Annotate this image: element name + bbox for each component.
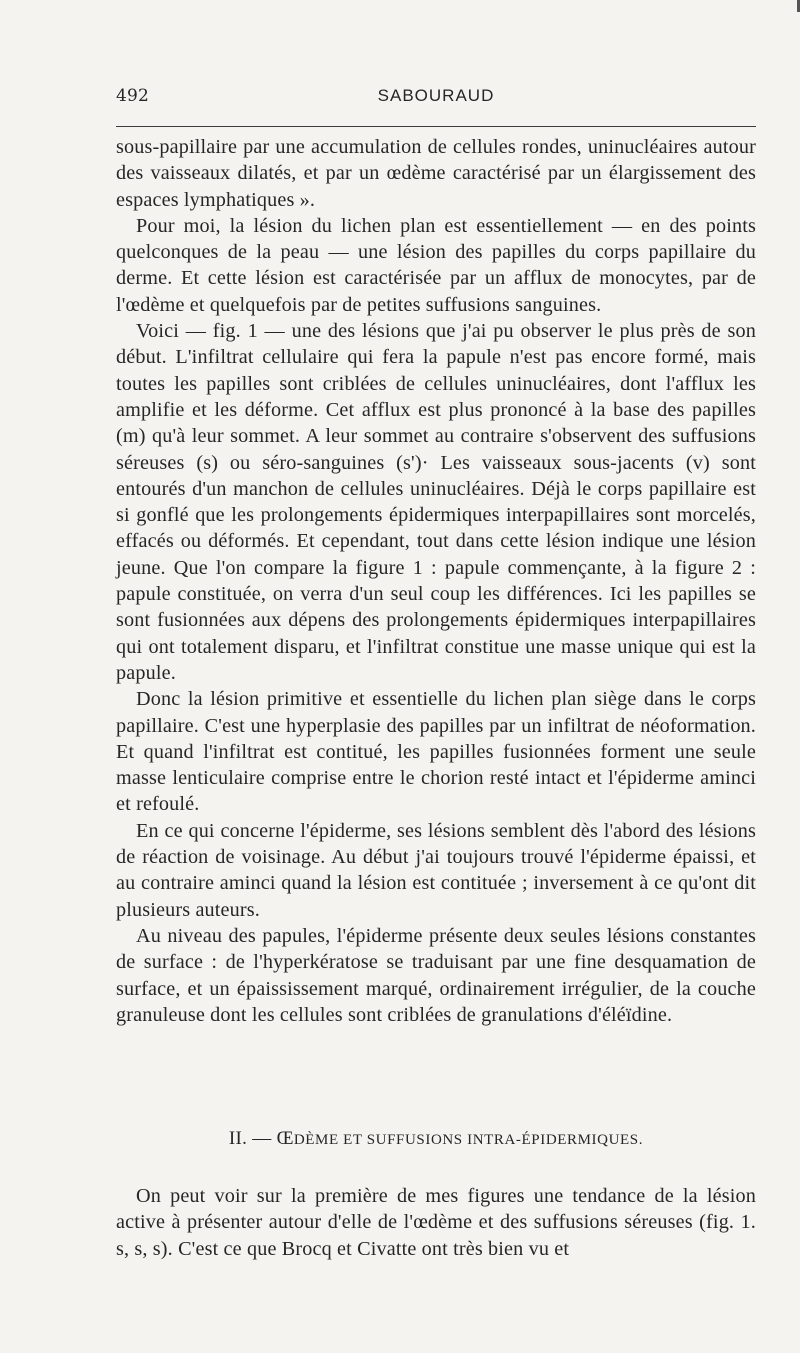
section-title: DÈME ET SUFFUSIONS INTRA-ÉPIDERMIQUES. (293, 1132, 644, 1148)
paragraph: Donc la lésion primitive et essentielle du lichen plan siège dans le corps papillaire. C'est une hyperplasie des papilles par un infiltrat de néoformation. Et quand l'infiltrat est contitué, les papilles fusionnées forment une seule masse lenticulaire comprise entre le chorion resté intact et l'épiderme aminci et refoulé. (116, 688, 756, 816)
paragraph: sous-papillaire par une accumulation de cellules rondes, uninucléaires autour des vaisseaux dilatés, et par un œdème caractérisé par un élargissement des espaces lymphatiques ». (116, 136, 756, 211)
paragraph: On peut voir sur la première de mes figures une tendance de la lésion active à présenter autour d'elle de l'œdème et des suffusions séreuses (fig. 1. s, s, s). C'est ce que Brocq et Civatte ont très bien vu et (116, 1185, 756, 1260)
header-rule (116, 126, 756, 127)
paragraph: Au niveau des papules, l'épiderme présente deux seules lésions constantes de surface : de l'hyperkératose se traduisant par une fine desquamation de surface, et un épaississement marqué, ordinairement irrégulier, de la couche granuleuse dont les cellules sont criblées de granulations d'éléïdine. (116, 924, 756, 1026)
section-title-initial: Œ (276, 1128, 294, 1149)
running-head (116, 86, 756, 112)
section-heading (116, 1128, 756, 1150)
body-text (116, 134, 756, 1028)
paragraph: Voici — fig. 1 — une des lésions que j'ai pu observer le plus près de son début. L'infiltrat cellulaire qui fera la papule n'est pas encore formé, mais toutes les papilles sont criblées de cellules uninucléaires, dont l'afflux les amplifie et les déforme. Cet afflux est plus prononcé à la base des papilles (m) qu'à leur sommet. A leur sommet au contraire s'observent des suffusions séreuses (s) ou séro-sanguines (s')· Les vaisseaux sous-jacents (v) sont entourés d'un manchon de cellules uninucléaires. Déjà le corps papillaire est si gonflé que les prolongements épidermiques interpapillaires sont morcelés, effacés ou déformés. Et cependant, tout dans cette lésion indique une lésion jeune. Que l'on compare la figure 1 : papule commençante, à la figure 2 : papule constituée, on verra d'un seul coup les différences. Ici les papilles se sont fusionnées aux dépens des prolongements épidermiques interpapillaires qui ont totalement disparu, et l'infiltrat constitue une masse unique qui est la papule. (116, 320, 756, 684)
paragraph: Pour moi, la lésion du lichen plan est essentiellement — en des points quelconques de la peau — une lésion des papilles du corps papillaire du derme. Et cette lésion est caractérisée par un afflux de monocytes, par de l'œdème et quelquefois par de petites suffusions sanguines. (116, 214, 756, 316)
section-number: II. (228, 1128, 248, 1149)
running-head-author: SABOURAUD (377, 86, 495, 105)
section-dash: — (252, 1128, 272, 1149)
paragraph: En ce qui concerne l'épiderme, ses lésions semblent dès l'abord des lésions de réaction de voisinage. Au début j'ai toujours trouvé l'épiderme épaissi, et au contraire aminci quand la lésion est contituée ; inversement à ce qu'ont dit plusieurs auteurs. (116, 819, 756, 921)
page-number: 492 (116, 86, 150, 106)
body-text-continued (116, 1183, 756, 1262)
